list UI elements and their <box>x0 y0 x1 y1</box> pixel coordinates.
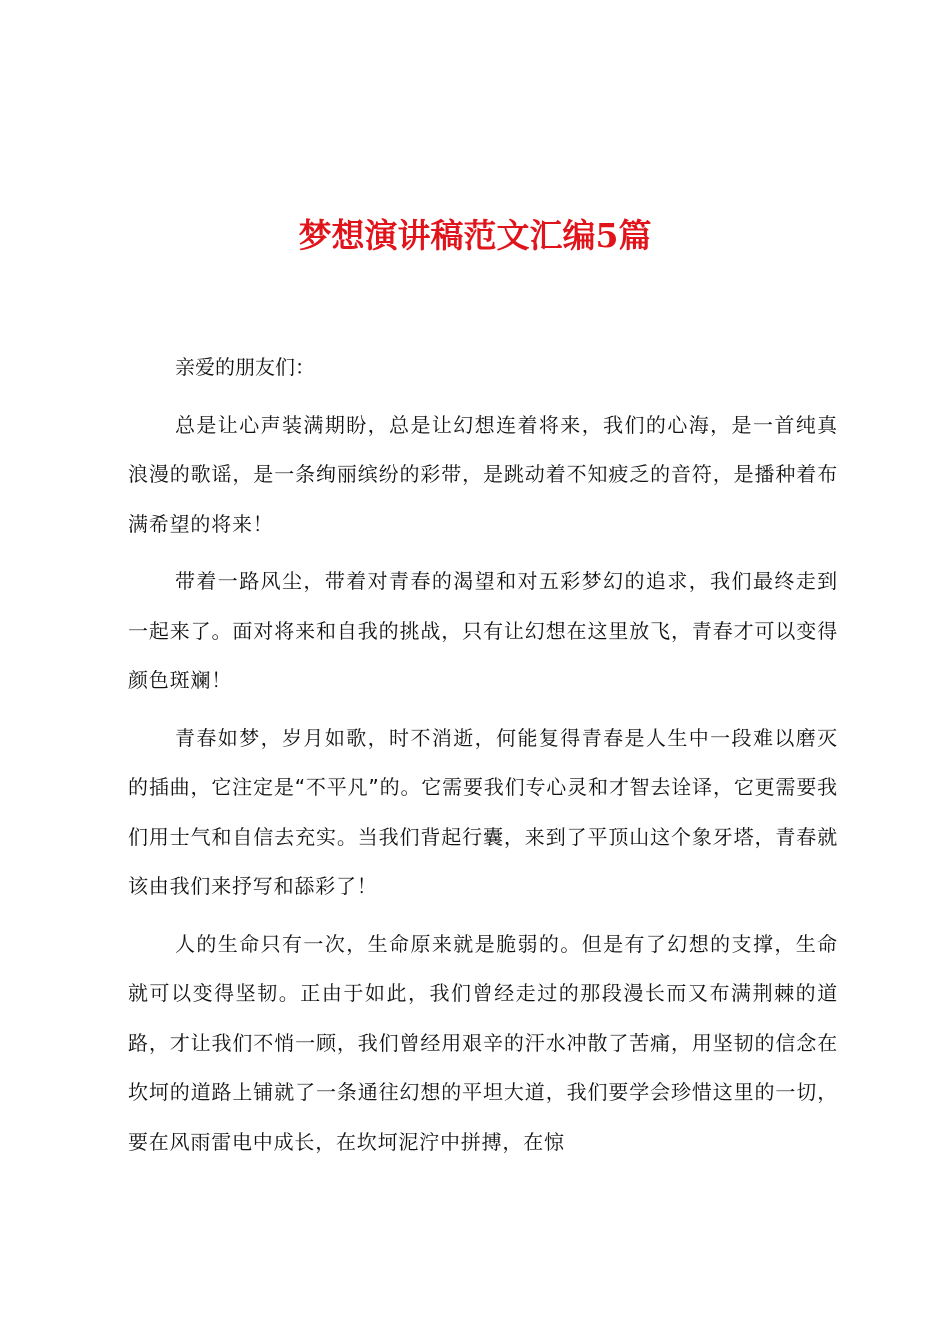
paragraph-3: 青春如梦，岁月如歌，时不消逝，何能复得青春是人生中一段难以磨灭的插曲，它注定是“不平凡”的。它需要我们专心灵和才智去诠译，它更需要我们用士气和自信去充实。当我们背起行囊，来到了平顶山这个象牙塔，青春就该由我们来抒写和舔彩了！ <box>128 725 838 898</box>
document-body <box>128 343 838 1175</box>
salutation: 亲爱的朋友们： <box>175 355 315 379</box>
paragraph-1: 总是让心声装满期盼，总是让幻想连着将来，我们的心海，是一首纯真浪漫的歌谣，是一条绚丽缤纷的彩带，是跳动着不知疲乏的音符，是播种着布满希望的将来！ <box>128 412 838 536</box>
document-title: 梦想演讲稿范文汇编5篇 <box>298 216 652 255</box>
paragraph-4: 人的生命只有一次，生命原来就是脆弱的。但是有了幻想的支撑，生命就可以变得坚韧。正由于如此，我们曾经走过的那段漫长而又布满荆棘的道路，才让我们不悄一顾，我们曾经用艰辛的汗水冲散了苦痛，用坚韧的信念在坎坷的道路上铺就了一条通往幻想的平坦大道，我们要学会珍惜这里的一切，要在风雨雷电中成长，在坎坷泥泞中拼搏，在惊 <box>128 931 838 1154</box>
paragraph-2: 带着一路风尘，带着对青春的渴望和对五彩梦幻的追求，我们最终走到一起来了。面对将来和自我的挑战，只有让幻想在这里放飞，青春才可以变得颜色斑斓！ <box>128 569 838 692</box>
